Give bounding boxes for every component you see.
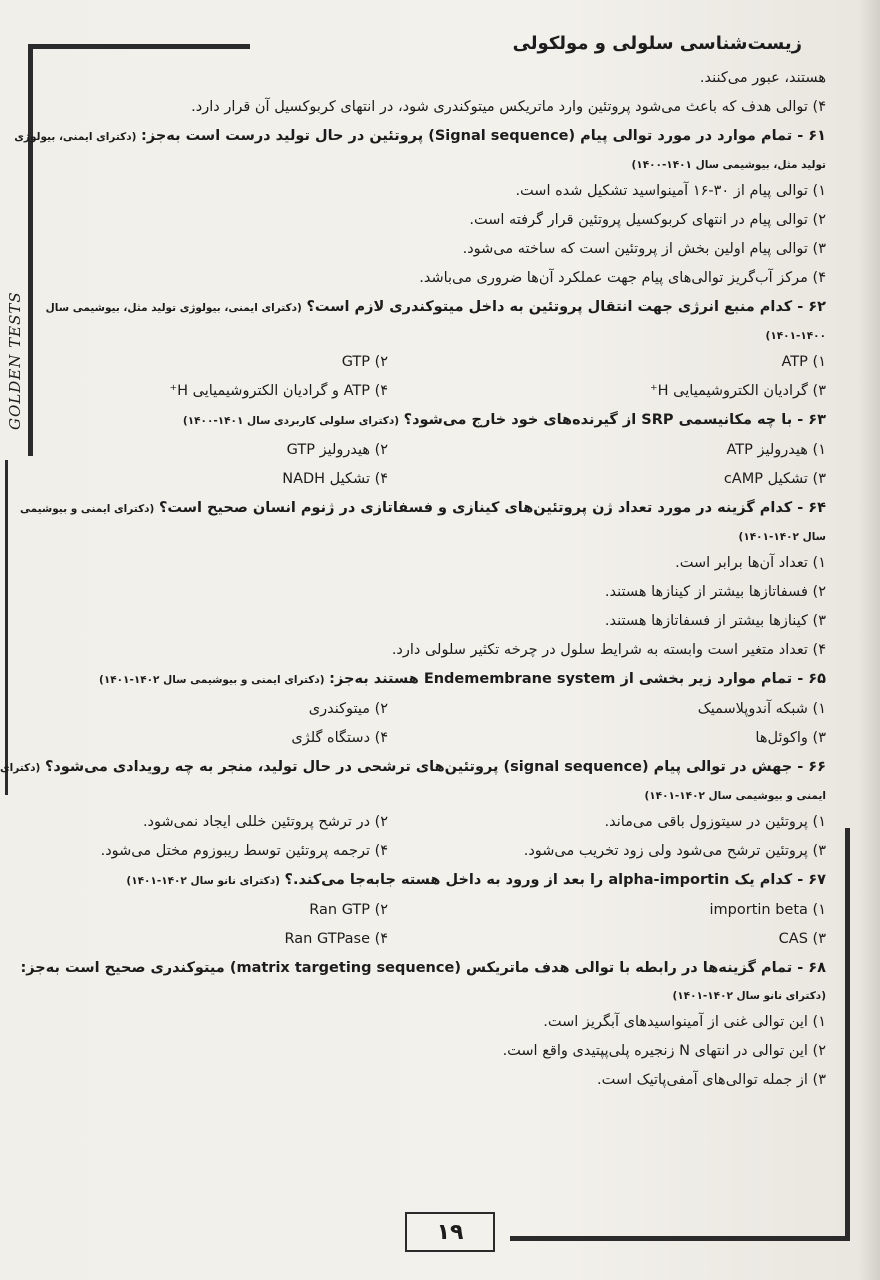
question-stem: ۶۳ - با چه مکانیسمی SRP از گیرنده‌های خود خارج می‌شود؟	[403, 412, 826, 428]
option: ۳) کینازها بیشتر از فسفاتازها هستند.	[604, 613, 826, 629]
question-source: (دکترای سلولی کاربردی سال ۱۴۰۱-۱۴۰۰)	[182, 415, 400, 427]
option: ۴) تشکیل NADH	[282, 471, 389, 487]
option: ۱) هیدرولیز ATP	[726, 442, 826, 458]
option: ۳) گرادیان الکتروشیمیایی H⁺	[650, 383, 826, 399]
option: ۲) Ran GTP	[309, 902, 389, 918]
option: ۱) importin beta	[709, 902, 826, 918]
options-row	[44, 377, 826, 406]
option: ۱) تعداد آن‌ها برابر است.	[675, 555, 826, 571]
question-source: سال ۱۴۰۲-۱۴۰۱)	[738, 531, 826, 543]
question-67	[44, 866, 826, 896]
page-number: ۱۹	[405, 1212, 495, 1252]
question-source: (دکترای نانو سال ۱۴۰۲-۱۴۰۱)	[126, 875, 280, 887]
left-rule	[28, 44, 33, 456]
option: ۱) شبکه آندوپلاسمیک	[697, 701, 826, 717]
option: ۴) دستگاه گلژی	[291, 730, 389, 746]
question-stem: ۶۷ - کدام یک alpha-importin را بعد از ورود به داخل هسته جابه‌جا می‌کند.؟	[284, 872, 826, 888]
option: ۲) میتوکندری	[308, 701, 389, 717]
option: ۲) در ترشح پروتئین خللی ایجاد نمی‌شود.	[142, 814, 389, 830]
text-line: ۴) توالی هدف که باعث می‌شود پروتئین وارد ماتریکس میتوکندری شود، در انتهای کربوکسیل آن قرار دارد.	[191, 99, 826, 115]
question-stem: ۶۵ - تمام موارد زیر بخشی از Endemembrane system هستند به‌جز:	[329, 671, 826, 687]
options-row	[44, 695, 826, 724]
options-row	[44, 348, 826, 377]
question-source: (دکترای ایمنی و بیوشیمی	[19, 503, 155, 515]
left-margin-rule	[5, 460, 8, 795]
question-63	[44, 406, 826, 436]
question-stem: ۶۲ - کدام منبع انرژی جهت انتقال پروتئین به داخل میتوکندری لازم است؟	[306, 299, 826, 315]
page-edge-shadow	[858, 0, 880, 1280]
side-label: GOLDEN TESTS	[6, 291, 24, 430]
options-row	[44, 896, 826, 925]
option: ۴) ATP و گرادیان الکتروشیمیایی H⁺	[169, 383, 389, 399]
option: ۳) واکوئل‌ها	[755, 730, 826, 746]
question-66	[0, 753, 826, 783]
question-source: (دکترای	[0, 762, 41, 774]
option: ۲) توالی پیام در انتهای کربوکسیل پروتئین قرار گرفته است.	[469, 212, 826, 228]
question-source: (دکترای ایمنی، بیولوژی تولید مثل، بیوشیمی سال	[45, 302, 302, 314]
option: ۱) توالی پیام از ۳۰-۱۶ آمینواسید تشکیل شده است.	[515, 183, 826, 199]
options-row	[44, 808, 826, 837]
option: ۳) توالی پیام اولین بخش از پروتئین است که ساخته می‌شود.	[462, 241, 826, 257]
options-row	[44, 724, 826, 753]
option: ۴) Ran GTPase	[284, 931, 389, 947]
option: ۲) این توالی در انتهای N زنجیره پلی‌پپتیدی واقع است.	[502, 1043, 826, 1059]
question-source: تولید مثل، بیوشیمی سال ۱۴۰۱-۱۴۰۰)	[631, 159, 826, 171]
question-62	[44, 293, 826, 323]
option: ۳) از جمله توالی‌های آمفی‌پاتیک است.	[596, 1072, 826, 1088]
option: ۴) مرکز آب‌گریز توالی‌های پیام جهت عملکرد آن‌ها ضروری می‌باشد.	[419, 270, 826, 286]
question-stem: ۶۶ - جهش در توالی پیام (signal sequence) پروتئین‌های ترشحی در حال تولید، منجر به چه رویدادی می‌شود؟	[44, 759, 826, 775]
option: ۳) پروتئین ترشح می‌شود ولی زود تخریب می‌شود.	[523, 843, 826, 859]
question-68	[20, 954, 826, 983]
question-stem: ۶۸ - تمام گزینه‌ها در رابطه با توالی هدف ماتریکس (matrix targeting sequence) میتوکندری صحیح است به‌جز:	[20, 960, 826, 976]
question-stem: ۶۴ - کدام گزینه در مورد تعداد ژن پروتئین‌های کینازی و فسفاتازی در ژنوم انسان صحیح است؟	[158, 500, 826, 516]
question-source: (دکترای نانو سال ۱۴۰۲-۱۴۰۱)	[672, 990, 826, 1002]
question-source: ۱۴۰۱-۱۴۰۰)	[765, 330, 826, 342]
options-row	[44, 436, 826, 465]
option: ۲) هیدرولیز GTP	[286, 442, 389, 458]
option: ۳) CAS	[778, 931, 826, 947]
option: ۱) ATP	[781, 354, 826, 370]
options-row	[44, 837, 826, 866]
option: ۳) تشکیل cAMP	[723, 471, 826, 487]
right-rule	[845, 828, 850, 1240]
bottom-rule	[510, 1236, 850, 1241]
question-source: (دکترای ایمنی، بیولوژی	[14, 131, 137, 143]
option: ۲) GTP	[341, 354, 389, 370]
options-row	[44, 465, 826, 494]
option: ۴) تعداد متغیر است وابسته به شرایط سلول در چرخه تکثیر سلولی دارد.	[391, 642, 826, 658]
question-source: ایمنی و بیوشیمی سال ۱۴۰۲-۱۴۰۱)	[644, 790, 826, 802]
option: ۱) این توالی غنی از آمینواسیدهای آبگریز است.	[543, 1014, 826, 1030]
text-line: هستند، عبور می‌کنند.	[699, 70, 826, 86]
question-stem: ۶۱ - تمام موارد در مورد توالی پیام (Signal sequence) پروتئین در حال تولید درست است به‌جز:	[141, 128, 826, 144]
question-source: (دکترای ایمنی و بیوشیمی سال ۱۴۰۲-۱۴۰۱)	[99, 674, 325, 686]
options-row	[44, 925, 826, 954]
option: ۴) ترجمه پروتئین توسط ریبوزوم مختل می‌شود.	[100, 843, 389, 859]
question-64	[19, 494, 826, 524]
option: ۲) فسفاتازها بیشتر از کینازها هستند.	[604, 584, 826, 600]
running-head: زیست‌شناسی سلولی و مولکولی	[512, 33, 802, 54]
question-61	[14, 122, 826, 152]
question-65	[44, 665, 826, 695]
option: ۱) پروتئین در سیتوزول باقی می‌ماند.	[604, 814, 826, 830]
top-rule	[28, 44, 250, 49]
